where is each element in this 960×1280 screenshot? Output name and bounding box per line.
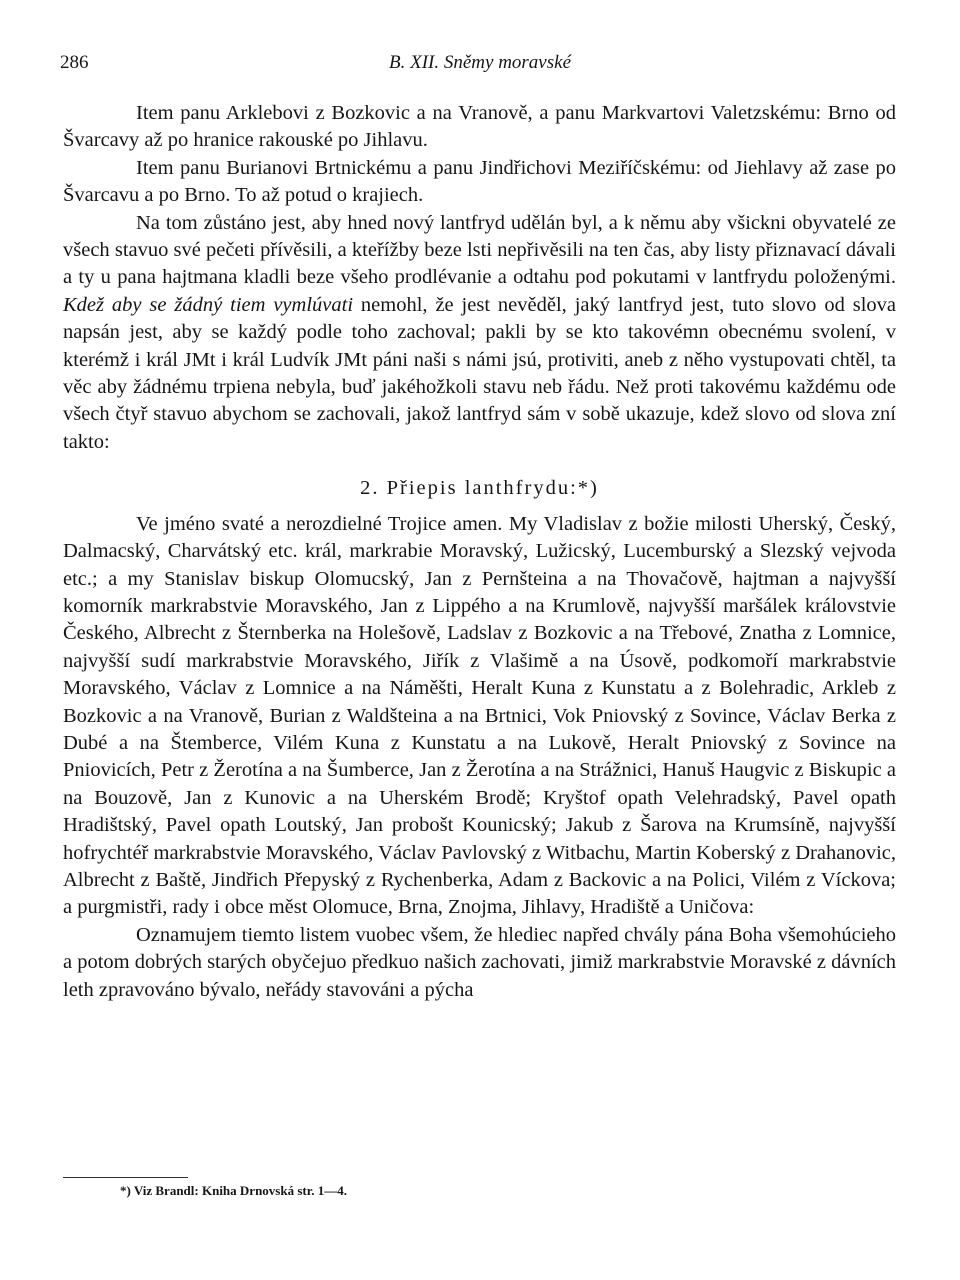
section-heading: 2. Přiepis lanthfrydu:*) <box>360 477 599 500</box>
charter-paragraph: Ve jméno svaté a nerozdielné Trojice amen. My Vladislav z božie milosti Uherský, Český, Dalmacský, Charvátský etc. král, markrabie Moravský, Lužicský, Lucemburský a Slezský vejvoda etc.; a my Stanislav biskup Olomucský, Jan z Pernšteina a na Thovačově, hajtman a najvyšší komorník markrabstvie Moravského, Jan z Lippého a na Krumlově, najvyšší maršálek královstvie Českého, Albrecht z Šternberka na Holešově, Ladslav z Bozkovic a na Třebové, Znatha z Lomnice, najvyšší sudí markrabstvie Moravského, Jiřík z Vlašimě a na Úsově, podkomoří markrabstvie Moravského, Václav z Lomnice a na Náměšti, Heralt Kuna z Kunstatu a z Bolehradic, Arkleb z Bozkovic a na Vranově, Burian z Waldšteina a na Brtnici, Vok Pniovský z Sovince, Václav Berka z Dubé a na Štemberce, Vilém Kuna z Kunstatu a na Lukově, Heralt Pniovský z Sovince na Pniovicích, Petr z Žerotína a na Šumberce, Jan z Žerotína a na Strážnici, Hanuš Haugvic z Biskupic a na Bouzově, Jan z Kunovic a na Uherském Brodě; Kryštof opath Velehradský, Pavel opath Hradištský, Pavel opath Loutský, Jan probošt Kounicský; Jakub z Šarova na Krumsíně, najvyšší hofrychtéř markrabstvie Moravského, Václav Pavlovský z Witbachu, Martin Koberský z Drahanovic, Albrecht z Baště, Jindřich Přepyský z Rychenberka, Adam z Backovic a na Polici, Vilém z Víckova; a purgmistři, rady i obce měst Olomuce, Brna, Znojma, Jihlavy, Hradiště a Uničova: <box>63 512 896 919</box>
paragraph-resolution <box>63 210 896 457</box>
paragraph-continuation: nemohl, že jest nevěděl, jaký lantfryd jest, tuto slovo od slova napsán jest, aby se každý podle toho zachoval; pakli by se kto takovémn obecnému svolení, v kterémž i král JMt i král Ludvík JMt páni naši s námi jsú, protiviti, aneb z něho vystupovati chtěl, ta věc aby žádnému trpiena nebyla, buď jakéhožkoli stavu neb řádu. Než proti takovému každému ode všech čtyř stavuo abychom se zachovali, jakož lantfryd sám v sobě ukazuje, kdež slovo od slova zní takto: <box>63 293 896 453</box>
paragraph: Item panu Burianovi Brtnickému a panu Jindřichovi Meziříčskému: od Jiehlavy až zase po Švarcavu a po Brno. To až potud o krajiech. <box>63 156 896 207</box>
paragraph-text: Na tom zůstáno jest, aby hned nový lantfryd udělán byl, a k němu aby všickni obyvatelé ze všech stavuo své pečeti přívěsili, a kteřížby beze lsti nepřivěsili na ten čas, aby listy přiznavací dávali a ty u pana hajtmana kladli beze všeho prodlévanie a odtahu pod pokutami v lantfrydu položenými. <box>63 211 896 289</box>
footnote: *) Viz Brandl: Kniha Drnovská str. 1—4. <box>120 1183 348 1198</box>
charter-paragraph: Oznamujem tiemto listem vuobec všem, že hlediec napřed chvály pána Boha všemohúcieho a potom dobrých starých obyčejuo předkuo našich zachovati, jimiž markrabstvie Moravské z dávních leth zpravováno bývalo, neřády stavováni a pýcha <box>63 923 896 1001</box>
italic-sentence: Kdež aby se žádný tiem vymlúvati <box>63 293 354 316</box>
paragraph: Item panu Arklebovi z Bozkovic a na Vranově, a panu Markvartovi Valetzskému: Brno od Švarcavy až po hranice rakouské po Jihlavu. <box>63 102 896 152</box>
page-header <box>60 52 900 78</box>
page-number: 286 <box>60 52 89 73</box>
footnote-divider <box>63 1177 188 1178</box>
running-title: B. XII. Sněmy moravské <box>388 52 571 73</box>
body-text <box>63 100 896 1004</box>
